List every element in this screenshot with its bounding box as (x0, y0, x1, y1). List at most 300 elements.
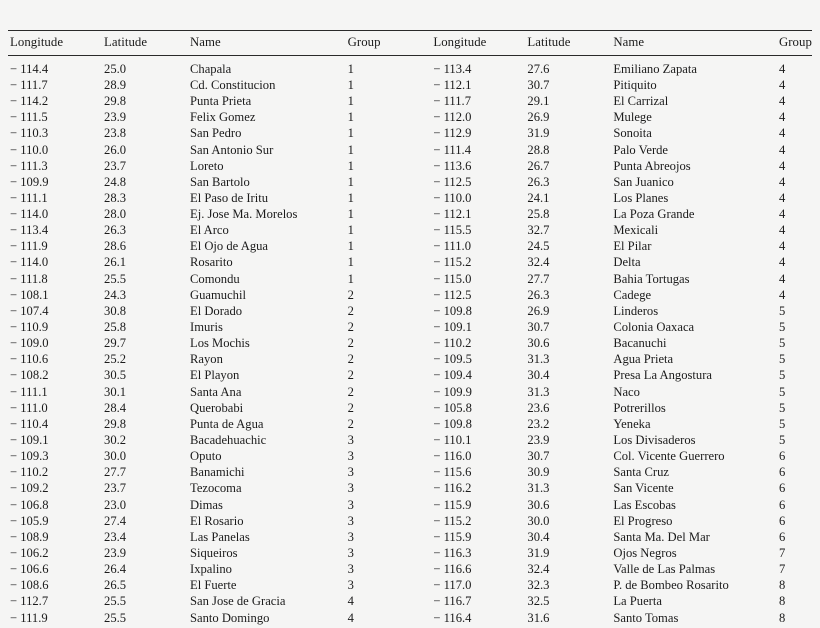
cell-left-longitude: − 109.3 (10, 449, 49, 464)
cell-left-latitude: 28.4 (104, 400, 127, 415)
table-row (8, 321, 812, 337)
cell-left-name: Punta de Agua (190, 416, 264, 431)
cell-left-latitude: 23.8 (104, 126, 127, 141)
cell-right-latitude: 31.3 (527, 384, 550, 399)
cell-gap (414, 369, 431, 385)
table-row (8, 612, 812, 628)
cell-right-longitude: − 116.7 (433, 594, 472, 609)
cell-right-longitude: − 116.2 (433, 481, 472, 496)
cell-left-longitude: − 109.1 (10, 433, 49, 448)
cell-left-name: Chapala (190, 61, 232, 76)
cell-left-latitude: 27.7 (104, 465, 127, 480)
column-header-group-right: Group (778, 35, 812, 49)
cell-gap (414, 321, 431, 337)
cell-gap (414, 386, 431, 402)
cell-right-longitude: − 115.2 (433, 255, 472, 270)
cell-left-name: El Ojo de Agua (190, 239, 268, 254)
cell-left-name: Ej. Jose Ma. Morelos (190, 207, 298, 222)
table-row (8, 273, 812, 289)
cell-left-latitude: 25.2 (104, 352, 127, 367)
cell-left-longitude: − 109.9 (10, 174, 49, 189)
cell-left-group: 1 (347, 110, 354, 125)
cell-left-group: 3 (347, 513, 354, 528)
cell-right-longitude: − 111.0 (433, 239, 471, 254)
table-row (8, 499, 812, 515)
cell-left-longitude: − 106.6 (10, 562, 49, 577)
cell-right-longitude: − 109.8 (433, 416, 472, 431)
cell-left-longitude: − 107.4 (10, 303, 49, 318)
cell-left-group: 1 (347, 223, 354, 238)
cell-left-longitude: − 111.3 (10, 158, 48, 173)
table-row (8, 55, 812, 79)
cell-right-group: 4 (778, 61, 786, 76)
cell-right-name: El Progreso (613, 513, 673, 528)
cell-right-group: 6 (778, 497, 786, 512)
cell-left-latitude: 26.3 (104, 223, 127, 238)
station-table (8, 30, 812, 628)
table-row (8, 595, 812, 611)
cell-right-latitude: 30.6 (527, 336, 550, 351)
cell-left-latitude: 30.0 (104, 449, 127, 464)
cell-right-name: La Poza Grande (613, 207, 695, 222)
cell-right-group: 7 (778, 546, 786, 561)
cell-left-longitude: − 108.6 (10, 578, 49, 593)
column-header-group-left: Group (347, 35, 381, 49)
column-header-latitude-right: Latitude (527, 35, 571, 49)
cell-right-latitude: 26.3 (527, 174, 550, 189)
cell-right-name: Emiliano Zapata (613, 61, 697, 76)
table-row (8, 208, 812, 224)
table-row (8, 176, 812, 192)
cell-left-group: 1 (347, 255, 354, 270)
cell-right-group: 5 (778, 320, 786, 335)
cell-left-name: Siqueiros (190, 546, 238, 561)
cell-left-longitude: − 110.3 (10, 126, 49, 141)
cell-right-longitude: − 112.1 (433, 77, 472, 92)
cell-right-latitude: 27.7 (527, 271, 550, 286)
cell-left-name: Santa Ana (190, 384, 242, 399)
cell-gap (414, 579, 431, 595)
column-header-longitude-right: Longitude (433, 35, 487, 49)
cell-right-longitude: − 112.0 (433, 110, 472, 125)
cell-left-longitude: − 111.9 (10, 610, 48, 625)
cell-right-name: Los Divisaderos (613, 433, 696, 448)
cell-right-name: Valle de Las Palmas (613, 562, 716, 577)
cell-left-latitude: 28.9 (104, 77, 127, 92)
cell-right-group: 6 (778, 449, 786, 464)
cell-right-latitude: 32.3 (527, 578, 550, 593)
cell-gap (414, 563, 431, 579)
cell-left-name: Oputo (190, 449, 222, 464)
cell-right-name: Santa Cruz (613, 465, 669, 480)
cell-left-name: Comondu (190, 271, 240, 286)
cell-gap (414, 224, 431, 240)
cell-left-name: San Jose de Gracia (190, 594, 286, 609)
table-row (8, 515, 812, 531)
table-row (8, 353, 812, 369)
cell-left-name: Banamichi (190, 465, 245, 480)
cell-left-group: 1 (347, 94, 354, 109)
cell-left-latitude: 28.0 (104, 207, 127, 222)
cell-left-latitude: 24.3 (104, 287, 127, 302)
cell-gap (414, 55, 431, 79)
cell-right-name: Las Escobas (613, 497, 676, 512)
cell-left-group: 2 (347, 320, 354, 335)
cell-right-longitude: − 115.9 (433, 497, 472, 512)
cell-right-group: 4 (778, 142, 786, 157)
cell-gap (414, 402, 431, 418)
cell-right-latitude: 26.9 (527, 110, 550, 125)
cell-right-latitude: 30.7 (527, 320, 550, 335)
cell-left-group: 4 (347, 610, 354, 625)
cell-right-group: 6 (778, 465, 786, 480)
cell-right-longitude: − 109.5 (433, 352, 472, 367)
table-row (8, 305, 812, 321)
cell-left-longitude: − 114.0 (10, 207, 49, 222)
cell-right-name: Sonoita (613, 126, 652, 141)
table-header-row (8, 31, 812, 56)
cell-gap (414, 482, 431, 498)
cell-right-name: San Vicente (613, 481, 674, 496)
cell-left-name: Dimas (190, 497, 223, 512)
cell-right-latitude: 28.8 (527, 142, 550, 157)
cell-right-latitude: 24.1 (527, 190, 550, 205)
cell-right-group: 8 (778, 610, 786, 625)
cell-right-name: Presa La Angostura (613, 368, 712, 383)
cell-right-group: 4 (778, 158, 786, 173)
cell-right-group: 4 (778, 190, 786, 205)
cell-right-group: 6 (778, 481, 786, 496)
cell-right-group: 5 (778, 336, 786, 351)
cell-right-longitude: − 109.8 (433, 303, 472, 318)
cell-gap (414, 353, 431, 369)
cell-left-group: 1 (347, 207, 354, 222)
cell-left-latitude: 30.8 (104, 303, 127, 318)
cell-right-longitude: − 110.2 (433, 336, 472, 351)
cell-gap (414, 612, 431, 628)
cell-left-name: Los Mochis (190, 336, 250, 351)
cell-right-group: 4 (778, 287, 786, 302)
cell-left-group: 3 (347, 465, 354, 480)
cell-right-group: 5 (778, 352, 786, 367)
cell-right-longitude: − 116.3 (433, 546, 472, 561)
cell-right-latitude: 31.9 (527, 546, 550, 561)
cell-right-longitude: − 115.9 (433, 529, 472, 544)
cell-right-name: P. de Bombeo Rosarito (613, 578, 729, 593)
cell-right-name: Agua Prieta (613, 352, 674, 367)
cell-left-latitude: 23.0 (104, 497, 127, 512)
cell-left-longitude: − 111.1 (10, 384, 48, 399)
cell-left-group: 3 (347, 449, 354, 464)
cell-gap (414, 240, 431, 256)
cell-left-name: Querobabi (190, 400, 244, 415)
cell-right-longitude: − 112.1 (433, 207, 472, 222)
cell-left-name: El Dorado (190, 303, 243, 318)
table-row (8, 418, 812, 434)
table-row (8, 111, 812, 127)
cell-gap (414, 144, 431, 160)
cell-gap (414, 176, 431, 192)
cell-left-longitude: − 110.6 (10, 352, 49, 367)
cell-left-latitude: 23.7 (104, 481, 127, 496)
cell-gap (414, 127, 431, 143)
cell-right-longitude: − 113.6 (433, 158, 472, 173)
cell-left-name: San Bartolo (190, 174, 250, 189)
cell-right-name: Naco (613, 384, 640, 399)
table-row (8, 160, 812, 176)
cell-left-group: 1 (347, 77, 354, 92)
cell-gap (414, 79, 431, 95)
cell-gap (414, 208, 431, 224)
cell-right-longitude: − 110.1 (433, 433, 472, 448)
cell-right-latitude: 31.3 (527, 352, 550, 367)
cell-gap (414, 595, 431, 611)
cell-right-latitude: 32.7 (527, 223, 550, 238)
cell-left-latitude: 23.7 (104, 158, 127, 173)
cell-right-latitude: 32.5 (527, 594, 550, 609)
cell-right-latitude: 25.8 (527, 207, 550, 222)
cell-left-group: 3 (347, 562, 354, 577)
cell-left-latitude: 27.4 (104, 513, 127, 528)
cell-right-latitude: 31.3 (527, 481, 550, 496)
cell-left-longitude: − 110.4 (10, 416, 49, 431)
cell-left-longitude: − 110.9 (10, 320, 49, 335)
cell-left-latitude: 26.5 (104, 578, 127, 593)
cell-left-longitude: − 110.2 (10, 465, 49, 480)
cell-right-group: 5 (778, 433, 786, 448)
table-row (8, 127, 812, 143)
table-row (8, 256, 812, 272)
cell-left-group: 2 (347, 303, 354, 318)
table-row (8, 369, 812, 385)
cell-left-latitude: 25.5 (104, 594, 127, 609)
cell-left-latitude: 25.0 (104, 61, 127, 76)
cell-left-name: Las Panelas (190, 529, 250, 544)
cell-left-longitude: − 108.9 (10, 529, 49, 544)
cell-left-longitude: − 111.0 (10, 400, 48, 415)
cell-right-name: San Juanico (613, 174, 674, 189)
cell-right-group: 4 (778, 271, 786, 286)
cell-gap (414, 160, 431, 176)
cell-left-name: Bacadehuachic (190, 433, 267, 448)
table-row (8, 579, 812, 595)
cell-left-longitude: − 112.7 (10, 594, 49, 609)
cell-left-longitude: − 110.0 (10, 142, 49, 157)
cell-right-group: 4 (778, 207, 786, 222)
cell-right-group: 4 (778, 174, 786, 189)
cell-left-name: San Antonio Sur (190, 142, 274, 157)
cell-gap (414, 499, 431, 515)
cell-left-group: 2 (347, 352, 354, 367)
column-header-latitude-left: Latitude (104, 35, 148, 49)
cell-right-latitude: 30.7 (527, 77, 550, 92)
cell-right-name: Los Planes (613, 190, 669, 205)
table-row (8, 563, 812, 579)
cell-right-name: Santo Tomas (613, 610, 679, 625)
cell-left-name: El Playon (190, 368, 240, 383)
cell-left-group: 1 (347, 142, 354, 157)
cell-right-longitude: − 109.4 (433, 368, 472, 383)
cell-left-name: Ixpalino (190, 562, 232, 577)
cell-left-name: Rosarito (190, 255, 233, 270)
cell-left-longitude: − 111.9 (10, 239, 48, 254)
cell-right-longitude: − 115.0 (433, 271, 472, 286)
cell-left-name: Santo Domingo (190, 610, 270, 625)
table-row (8, 289, 812, 305)
cell-left-longitude: − 114.2 (10, 94, 49, 109)
cell-left-latitude: 29.7 (104, 336, 127, 351)
cell-right-longitude: − 112.9 (433, 126, 472, 141)
table-head (8, 31, 812, 56)
cell-right-latitude: 30.7 (527, 449, 550, 464)
cell-left-group: 3 (347, 433, 354, 448)
cell-right-name: Colonia Oaxaca (613, 320, 695, 335)
cell-right-latitude: 30.0 (527, 513, 550, 528)
cell-right-longitude: − 112.5 (433, 174, 472, 189)
cell-left-longitude: − 106.2 (10, 546, 49, 561)
cell-gap (414, 95, 431, 111)
cell-right-group: 6 (778, 513, 786, 528)
cell-left-latitude: 26.1 (104, 255, 127, 270)
cell-right-longitude: − 113.4 (433, 61, 472, 76)
cell-right-name: Cadege (613, 287, 652, 302)
cell-right-name: El Carrizal (613, 94, 669, 109)
cell-left-group: 1 (347, 239, 354, 254)
cell-left-latitude: 26.0 (104, 142, 127, 157)
cell-left-latitude: 25.8 (104, 320, 127, 335)
table-body (8, 55, 812, 627)
cell-right-latitude: 30.9 (527, 465, 550, 480)
cell-right-latitude: 26.7 (527, 158, 550, 173)
cell-right-longitude: − 111.7 (433, 94, 471, 109)
cell-gap (414, 515, 431, 531)
cell-left-group: 1 (347, 190, 354, 205)
cell-right-group: 4 (778, 126, 786, 141)
cell-right-latitude: 32.4 (527, 255, 550, 270)
cell-gap (414, 466, 431, 482)
cell-left-latitude: 25.5 (104, 271, 127, 286)
cell-right-group: 5 (778, 368, 786, 383)
table-row (8, 402, 812, 418)
table-row (8, 192, 812, 208)
cell-left-name: El Fuerte (190, 578, 237, 593)
cell-right-name: Potrerillos (613, 400, 666, 415)
cell-left-longitude: − 113.4 (10, 223, 49, 238)
cell-right-latitude: 23.9 (527, 433, 550, 448)
cell-right-longitude: − 109.9 (433, 384, 472, 399)
table-row (8, 482, 812, 498)
cell-right-name: Santa Ma. Del Mar (613, 529, 710, 544)
cell-right-longitude: − 105.8 (433, 400, 472, 415)
cell-left-latitude: 29.8 (104, 416, 127, 431)
cell-left-name: El Paso de Iritu (190, 190, 268, 205)
cell-left-name: Imuris (190, 320, 223, 335)
cell-right-latitude: 24.5 (527, 239, 550, 254)
cell-right-latitude: 31.6 (527, 610, 550, 625)
cell-right-name: Palo Verde (613, 142, 669, 157)
cell-gap (414, 305, 431, 321)
cell-left-group: 1 (347, 126, 354, 141)
cell-right-group: 5 (778, 416, 786, 431)
cell-right-name: Delta (613, 255, 641, 270)
table-row (8, 450, 812, 466)
cell-gap (414, 256, 431, 272)
table-row (8, 337, 812, 353)
cell-right-group: 6 (778, 529, 786, 544)
table-row (8, 547, 812, 563)
cell-left-latitude: 25.5 (104, 610, 127, 625)
cell-right-latitude: 30.4 (527, 368, 550, 383)
cell-gap (414, 111, 431, 127)
cell-left-longitude: − 114.4 (10, 61, 49, 76)
cell-right-longitude: − 115.5 (433, 223, 472, 238)
cell-right-name: Mexicali (613, 223, 659, 238)
cell-right-group: 8 (778, 594, 786, 609)
cell-left-latitude: 23.4 (104, 529, 127, 544)
cell-right-longitude: − 115.6 (433, 465, 472, 480)
table-row (8, 240, 812, 256)
cell-left-longitude: − 105.9 (10, 513, 49, 528)
cell-left-group: 1 (347, 61, 354, 76)
cell-left-longitude: − 111.8 (10, 271, 48, 286)
cell-gap (414, 547, 431, 563)
cell-right-name: Linderos (613, 303, 659, 318)
cell-left-group: 4 (347, 594, 354, 609)
cell-left-name: Guamuchil (190, 287, 246, 302)
cell-left-group: 1 (347, 158, 354, 173)
cell-right-latitude: 29.1 (527, 94, 550, 109)
cell-right-group: 5 (778, 384, 786, 399)
cell-right-group: 4 (778, 77, 786, 92)
cell-right-name: El Pilar (613, 239, 652, 254)
cell-left-name: Cd. Constitucion (190, 77, 276, 92)
column-gap-spacer (414, 31, 431, 56)
cell-gap (414, 450, 431, 466)
cell-left-longitude: − 108.1 (10, 287, 49, 302)
column-header-longitude-left: Longitude (10, 35, 64, 49)
cell-right-latitude: 27.6 (527, 61, 550, 76)
cell-right-group: 7 (778, 562, 786, 577)
column-header-name-left: Name (190, 35, 221, 49)
cell-left-name: Loreto (190, 158, 224, 173)
table-row (8, 434, 812, 450)
cell-right-longitude: − 112.5 (433, 287, 472, 302)
cell-right-latitude: 32.4 (527, 562, 550, 577)
cell-left-longitude: − 111.1 (10, 190, 48, 205)
cell-gap (414, 192, 431, 208)
cell-gap (414, 337, 431, 353)
cell-left-latitude: 26.4 (104, 562, 127, 577)
table-row (8, 95, 812, 111)
cell-right-group: 4 (778, 255, 786, 270)
cell-gap (414, 418, 431, 434)
cell-left-name: El Arco (190, 223, 229, 238)
cell-left-name: Punta Prieta (190, 94, 252, 109)
cell-left-group: 2 (347, 416, 354, 431)
cell-left-longitude: − 109.0 (10, 336, 49, 351)
cell-right-name: Bacanuchi (613, 336, 667, 351)
cell-right-name: Pitiquito (613, 77, 657, 92)
cell-left-name: Rayon (190, 352, 223, 367)
cell-left-latitude: 28.3 (104, 190, 127, 205)
cell-gap (414, 434, 431, 450)
cell-right-longitude: − 109.1 (433, 320, 472, 335)
cell-left-name: San Pedro (190, 126, 242, 141)
cell-right-name: Mulege (613, 110, 652, 125)
cell-right-latitude: 26.9 (527, 303, 550, 318)
cell-right-longitude: − 116.0 (433, 449, 472, 464)
cell-right-group: 5 (778, 400, 786, 415)
